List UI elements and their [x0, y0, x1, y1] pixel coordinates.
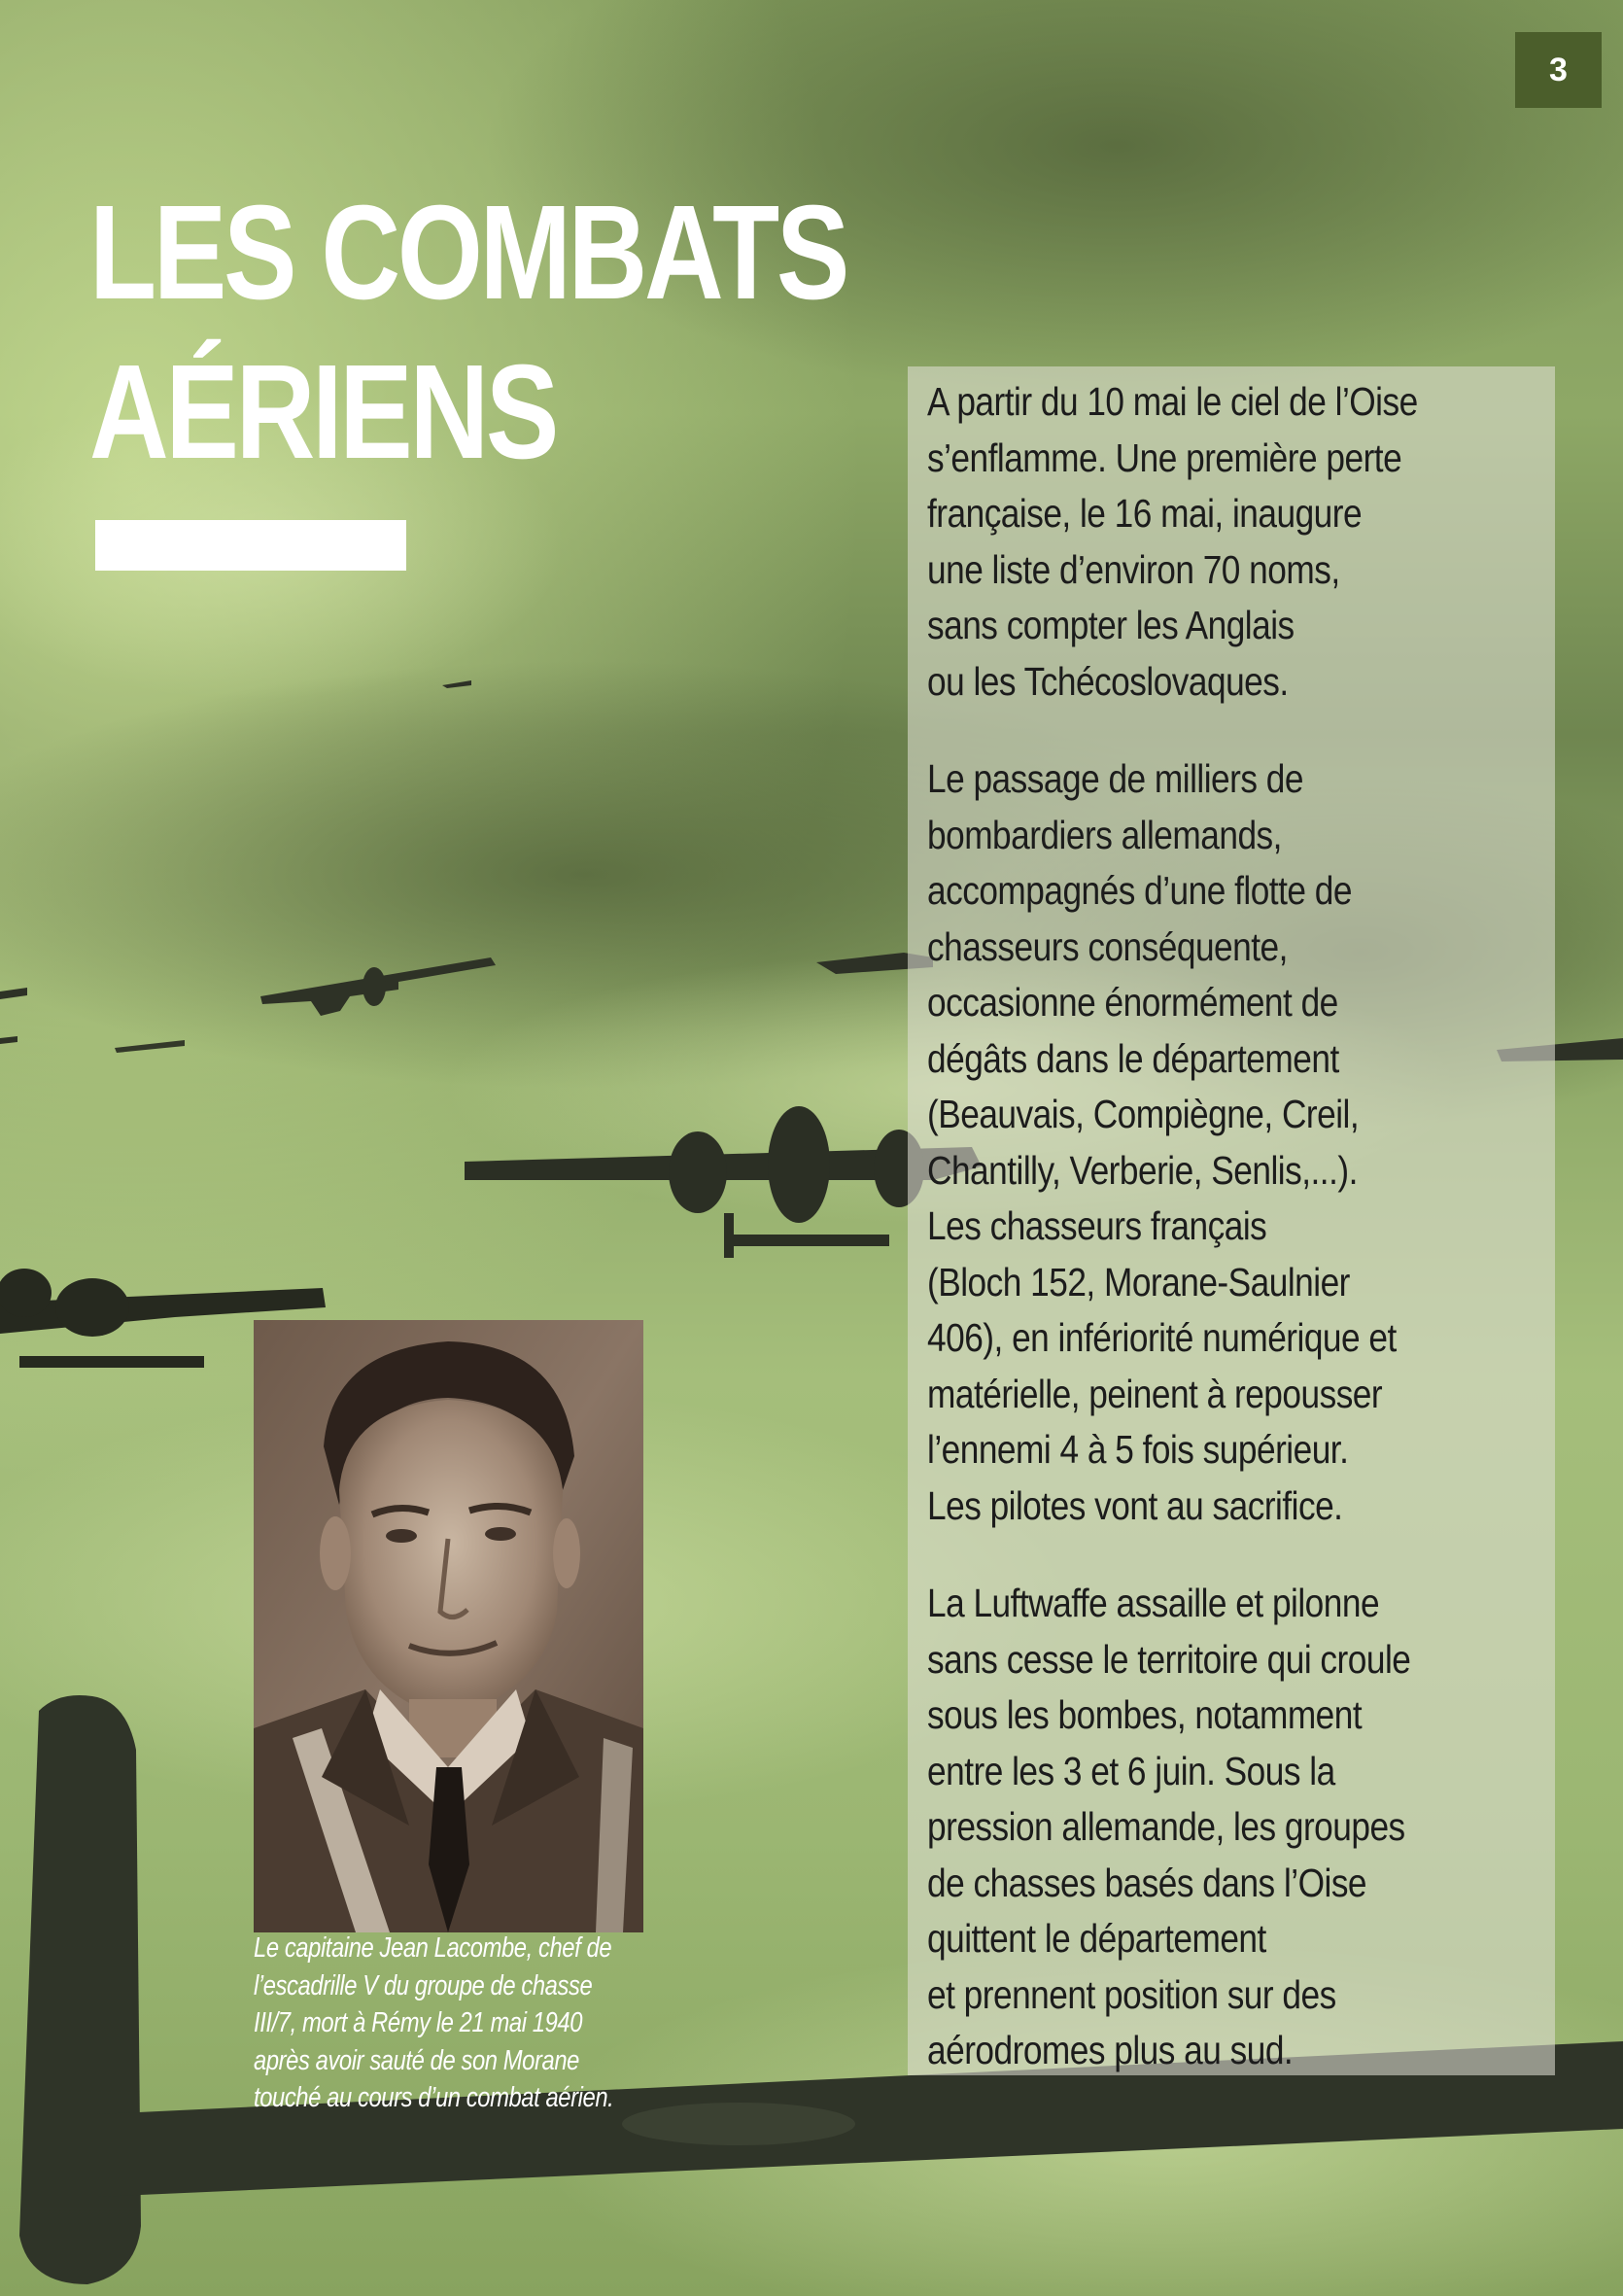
text-line: de chasses basés dans l’Oise: [927, 1860, 1367, 1905]
text-line: chasseurs conséquente,: [927, 923, 1288, 969]
text-line: Le passage de milliers de: [927, 756, 1303, 801]
caption-line: touché au cours d’un combat aérien.: [254, 2082, 614, 2113]
text-line: Chantilly, Verberie, Senlis,...).: [927, 1147, 1358, 1193]
text-line: dégâts dans le département: [927, 1035, 1339, 1081]
text-line: 406), en infériorité numérique et: [927, 1315, 1397, 1360]
body-paragraph: [927, 374, 1459, 710]
body-paragraph: [927, 1576, 1459, 2079]
text-line: Les chasseurs français: [927, 1203, 1267, 1248]
text-line: une liste d’environ 70 noms,: [927, 546, 1340, 592]
page-number-badge: 3: [1515, 32, 1602, 108]
text-line: aérodromes plus au sud.: [927, 2028, 1294, 2072]
text-line: sans compter les Anglais: [927, 603, 1295, 647]
caption-line: Le capitaine Jean Lacombe, chef de: [254, 1932, 612, 1964]
caption-line: l’escadrille V du groupe de chasse: [254, 1969, 593, 2001]
body-paragraph: [927, 751, 1459, 1534]
text-line: Les pilotes vont au sacrifice.: [927, 1482, 1343, 1528]
text-line: bombardiers allemands,: [927, 812, 1282, 857]
caption-line: III/7, mort à Rémy le 21 mai 1940: [254, 2007, 583, 2038]
caption-line: après avoir sauté de son Morane: [254, 2044, 579, 2076]
text-line: sans cesse le territoire qui croule: [927, 1636, 1411, 1682]
title-line: LES COMBATS: [89, 178, 847, 328]
text-line: accompagnés d’une flotte de: [927, 868, 1352, 913]
text-line: quittent le département: [927, 1916, 1266, 1961]
text-line: s’enflamme. Une première perte: [927, 435, 1402, 480]
text-line: matérielle, peinent à repousser: [927, 1371, 1383, 1416]
text-line: l’ennemi 4 à 5 fois supérieur.: [927, 1427, 1349, 1472]
text-line: occasionne énormément de: [927, 980, 1338, 1025]
page-title: [89, 173, 846, 492]
text-line: A partir du 10 mai le ciel de l’Oise: [927, 379, 1418, 424]
photo-caption: [254, 1930, 613, 2117]
title-line: AÉRIENS: [89, 337, 557, 487]
text-line: française, le 16 mai, inaugure: [927, 491, 1363, 536]
body-text-panel: [908, 366, 1555, 2075]
text-line: ou les Tchécoslovaques.: [927, 658, 1289, 704]
portrait-photo: [254, 1320, 643, 1932]
text-line: sous les bombes, notamment: [927, 1692, 1363, 1737]
text-line: entre les 3 et 6 juin. Sous la: [927, 1748, 1335, 1793]
text-line: et prennent position sur des: [927, 1971, 1336, 2017]
text-line: La Luftwaffe assaille et pilonne: [927, 1581, 1380, 1625]
text-line: pression allemande, les groupes: [927, 1804, 1405, 1849]
title-underline-bar: [95, 520, 406, 571]
text-line: (Bloch 152, Morane-Saulnier: [927, 1259, 1350, 1305]
text-line: (Beauvais, Compiègne, Creil,: [927, 1092, 1360, 1136]
